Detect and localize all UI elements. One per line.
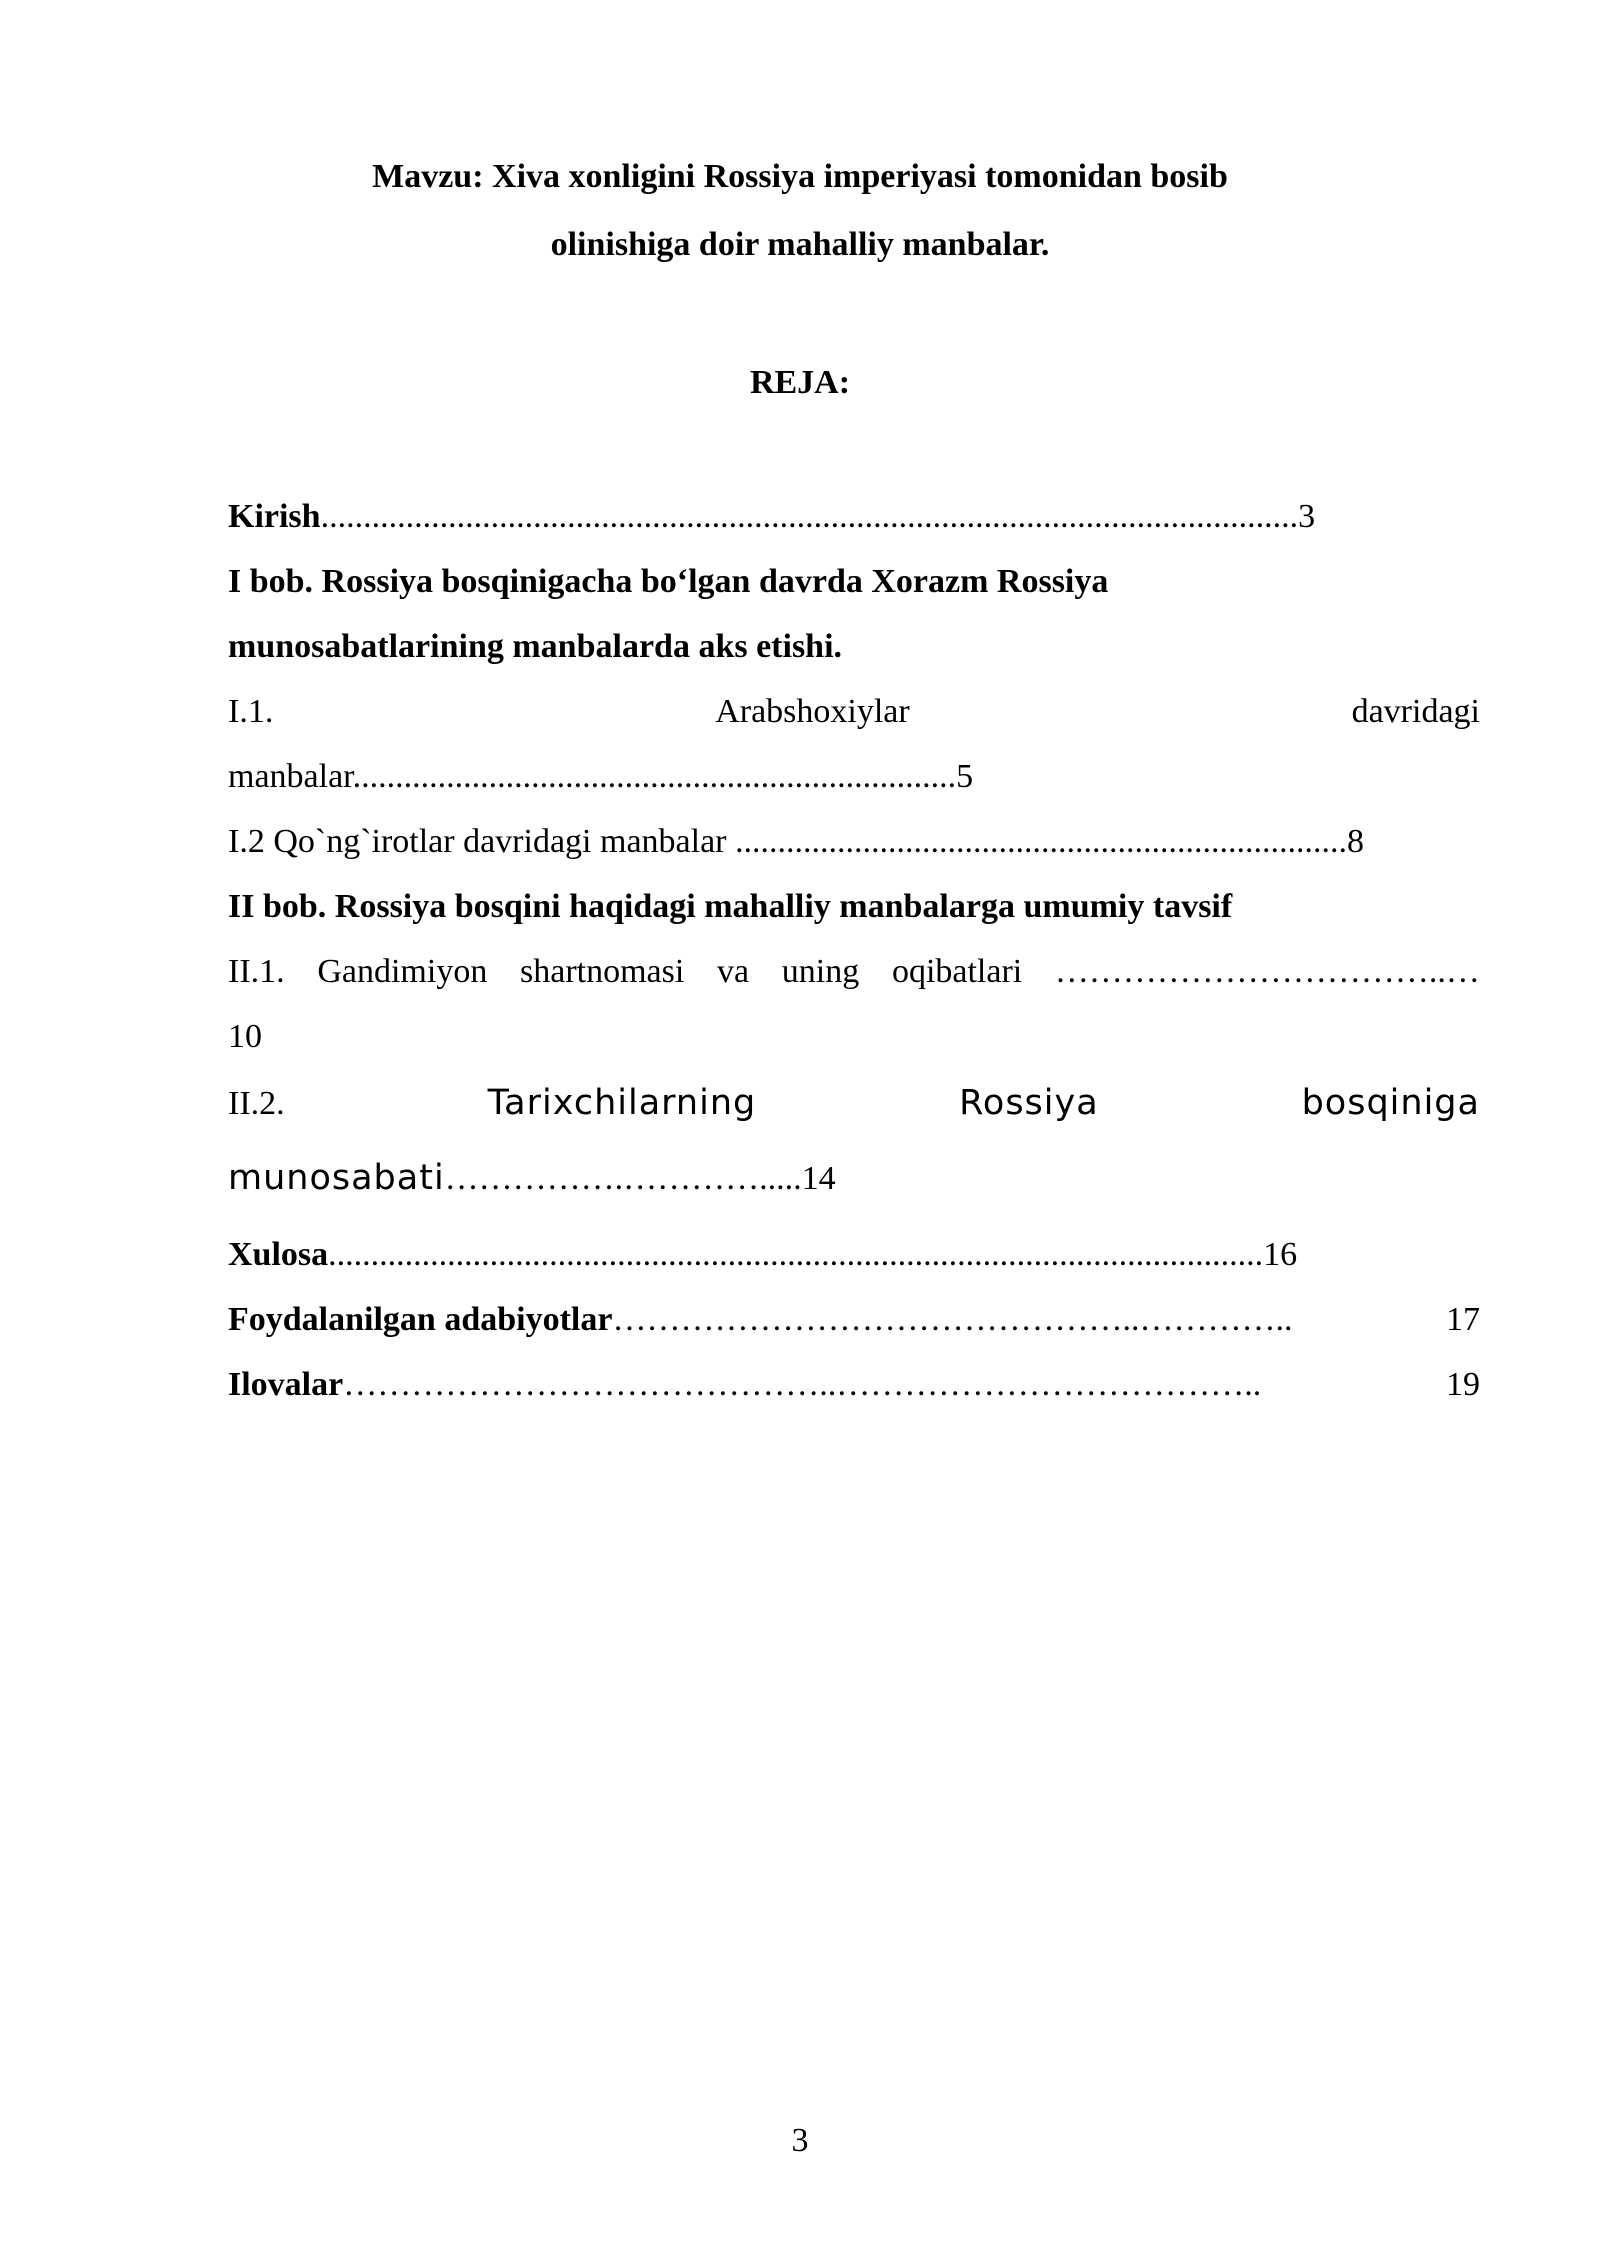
toc-dots: .............................................................................................................. — [328, 1236, 1264, 1273]
table-of-contents — [228, 484, 1480, 1424]
plan-heading: REJA: — [749, 364, 851, 401]
toc-label: Ilovalar — [228, 1366, 344, 1403]
toc-chapter-1-line-2: munosabatlarining manbalarda aks etishi. — [228, 628, 843, 665]
toc-item-xulosa — [228, 1222, 1480, 1287]
toc-page: 17 — [1446, 1301, 1480, 1338]
toc-section-2-2-line-2 — [228, 1146, 1480, 1211]
document-title-line-2: olinishiga doir mahalliy manbalar. — [550, 226, 1050, 263]
toc-section-word: shartnomasi — [520, 953, 685, 990]
toc-page: 8 — [1346, 823, 1364, 860]
toc-section-word: Rossiya — [959, 1083, 1099, 1123]
page-number: 3 — [791, 2122, 809, 2159]
toc-section-word: bosqiniga — [1301, 1083, 1480, 1123]
toc-page: 19 — [1446, 1366, 1480, 1403]
toc-dots: ................................................................................................................... — [320, 498, 1299, 535]
toc-section-2-1-page: 10 — [228, 1018, 262, 1055]
toc-section-word: davridagi — [1351, 693, 1480, 730]
toc-label: Foydalanilgan adabiyotlar — [228, 1301, 613, 1338]
toc-section-number: I.1. — [228, 693, 274, 730]
toc-section-1-1-line-2: manbalar.......................................................................5 — [228, 758, 974, 795]
toc-dots: …………….………… — [444, 1160, 760, 1197]
toc-section-1-2 — [228, 809, 1480, 874]
toc-section-word: II.1. — [228, 953, 285, 990]
toc-section-number: II.2. — [228, 1085, 285, 1122]
document-title-line-1: Mavzu: Xiva xonligini Rossiya imperiyasi tomonidan bosib — [372, 158, 1228, 195]
toc-section-word: va — [717, 953, 750, 990]
toc-label: Xulosa — [228, 1236, 329, 1273]
toc-label: munosabati — [228, 1158, 445, 1198]
toc-page: 3 — [1298, 498, 1316, 535]
toc-item-ilovalar — [228, 1352, 1480, 1417]
toc-chapter-1-line-1: I bob. Rossiya bosqinigacha bo‘lgan davrda Xorazm Rossiya — [228, 563, 1109, 600]
toc-section-2-2-line-1 — [228, 1071, 1480, 1136]
toc-dots: ……………………………..… — [1054, 953, 1480, 990]
toc-section-2-1-line-1 — [228, 939, 1480, 1004]
toc-item-kirish — [228, 484, 1480, 549]
toc-section-1-1-line-1 — [228, 679, 1480, 744]
toc-section-word: Arabshoxiylar — [715, 693, 910, 730]
toc-label: I.2 Qo`ng`irotlar davridagi manbalar — [228, 823, 727, 860]
toc-dots: ………………………………………..………….. — [612, 1301, 1293, 1338]
toc-page: .....14 — [759, 1160, 836, 1197]
toc-section-word: oqibatlari — [891, 953, 1023, 990]
toc-dots: ……………………………………..……………………………….. — [343, 1366, 1262, 1403]
toc-label: Kirish — [228, 498, 321, 535]
toc-section-word: Tarixchilarning — [487, 1083, 757, 1123]
toc-page: 16 — [1263, 1236, 1298, 1273]
toc-item-foydalanilgan — [228, 1287, 1480, 1352]
toc-section-word: Gandimiyon — [317, 953, 488, 990]
toc-chapter-2: II bob. Rossiya bosqini haqidagi mahalliy manbalarga umumiy tavsif — [228, 888, 1233, 925]
toc-section-word: uning — [781, 953, 860, 990]
toc-dots: ........................................................................ — [726, 823, 1347, 860]
